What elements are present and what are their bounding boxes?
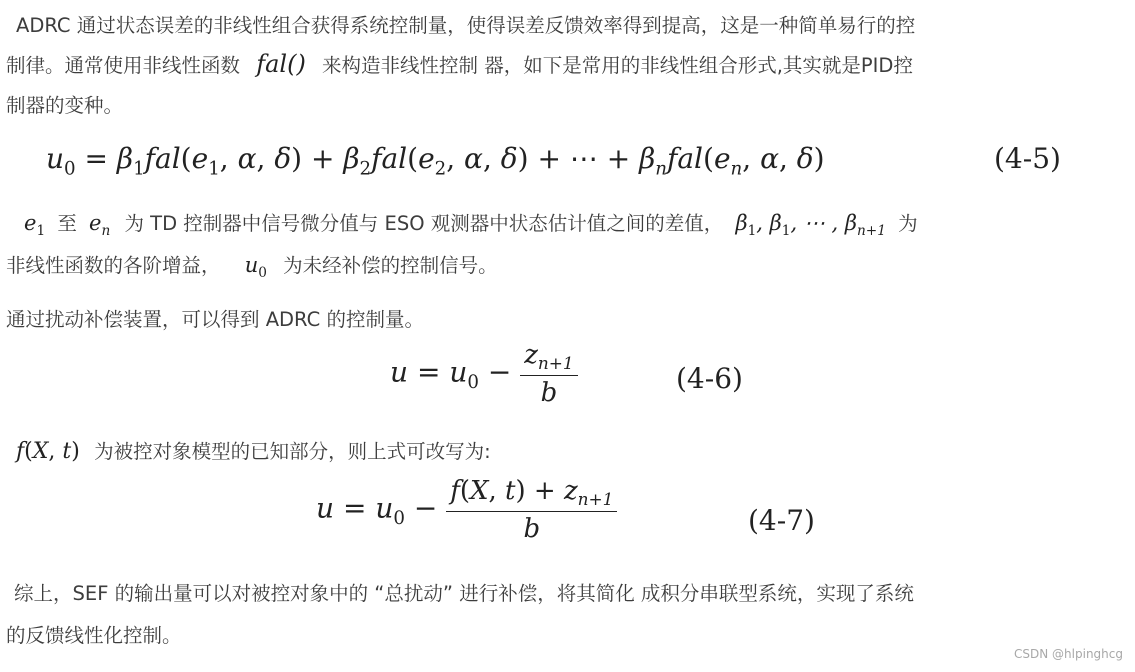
p1-line2-text-a: 制律。通常使用非线性函数 [6, 54, 241, 77]
p1-line2-text-b: 来构造非线性控制 器，如下是常用的非线性组合形式,其实就是PID控 [322, 54, 913, 77]
paragraph-2-line-1: $e_1$ 至 $e_n$ 为 TD 控制器中信号微分值与 ESO 观测器中状态估计值之间的差值， $\beta_1$, $\beta_1$, ⋯ , $\beta_{n+1}$ 为 [24, 211, 918, 240]
csdn-watermark: CSDN @hlpinghcg [1014, 647, 1123, 661]
paragraph-1-line-1: ADRC 通过状态误差的非线性组合获得系统控制量，使得误差反馈效率得到提高，这是一种简单易行的控 [16, 14, 916, 37]
equation-4-5-label: (4-5) [994, 142, 1061, 175]
equation-4-5: $u_0 = \beta_1fal(e_1$, α, $\delta) + \beta_2fal(e_2$, α, δ) + ⋯ + $\beta_nfal(e_n$, α, δ) [46, 142, 825, 180]
equation-4-6-label: (4-6) [676, 362, 743, 395]
paragraph-5-line-2: 的反馈线性化控制。 [6, 624, 182, 647]
paragraph-3: 通过扰动补偿装置，可以得到 ADRC 的控制量。 [6, 308, 424, 331]
paragraph-2-line-2: 非线性函数的各阶增益， $u_0$ 为未经补偿的控制信号。 [6, 253, 498, 282]
paragraph-1-line-3: 制器的变种。 [6, 94, 124, 117]
equation-4-7: $u = u_0$ − $\frac{f(X, t) + z_{n+1}}{b}$ [316, 476, 617, 544]
paragraph-5-line-1: 综上，SEF 的输出量可以对被控对象中的 “总扰动” 进行补偿，将其简化 成积分串联型系统，实现了系统 [14, 582, 914, 605]
equation-4-6: $u = u_0$ − $\frac{z_{n+1}}{b}$ [390, 340, 578, 408]
fal-function-math: fal() [256, 50, 306, 78]
paragraph-1-line-2 [6, 50, 913, 78]
equation-4-7-label: (4-7) [748, 504, 815, 537]
paragraph-4: f(X, t) 为被控对象模型的已知部分，则上式可改写为: [16, 439, 491, 464]
